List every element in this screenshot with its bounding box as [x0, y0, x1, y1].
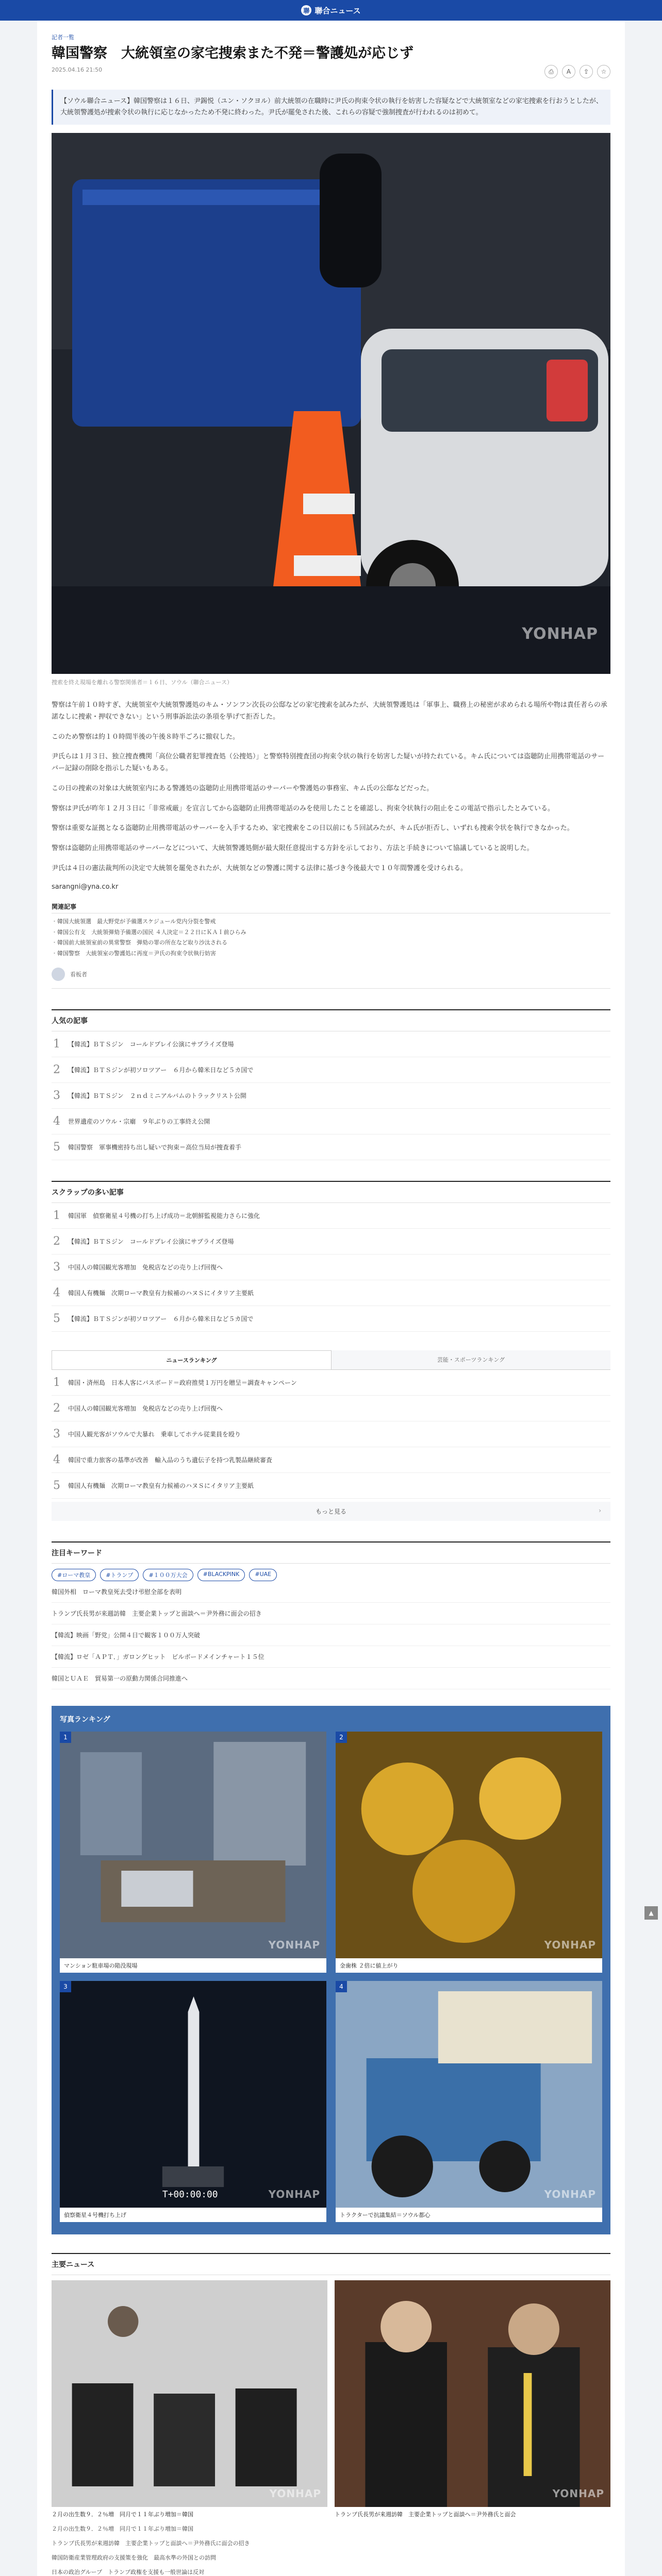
article-tools	[544, 65, 610, 78]
section-title: 主要ニュース	[52, 2254, 610, 2275]
tab-entertainment-ranking[interactable]: 芸能・スポーツランキング	[332, 1350, 610, 1369]
section-title: 注目キーワード	[52, 1543, 610, 1564]
photo-thumbnail[interactable]: 1 YONHAP	[60, 1732, 326, 1958]
list-item[interactable]: 1 【韓流】ＢＴＳジン コールドプレイ公演にサプライズ登場	[52, 1031, 610, 1057]
news-thumbnail[interactable]: YONHAP	[335, 2280, 610, 2507]
photo-ranking	[52, 1706, 610, 2234]
scrap-section	[52, 1181, 610, 1332]
related-item[interactable]: ・ 韓国警察 大統領室の警護処に再度＝尹氏の拘束令状執行妨害	[52, 948, 610, 959]
list-item[interactable]: 5 韓国警察 軍事機密持ち出し疑いで拘束＝高位当局が捜査着手	[52, 1134, 610, 1160]
popular-section	[52, 1009, 610, 1160]
photo-caption: 偵察衛星４号機打ち上げ	[60, 2208, 326, 2222]
list-item[interactable]: 2 【韓流】ＢＴＳジン コールドプレイ公演にサプライズ登場	[52, 1229, 610, 1255]
hashtag[interactable]: #１００万大会	[143, 1569, 193, 1581]
svg-text:T+00:00:00: T+00:00:00	[162, 2189, 218, 2200]
reporter-name[interactable]: 看板者	[70, 971, 87, 978]
scroll-top-icon[interactable]: ▲	[644, 1906, 658, 1920]
ranking-tabs	[52, 1350, 610, 1370]
news-card[interactable]	[52, 2280, 327, 2521]
breadcrumb[interactable]: 記者一覧	[52, 34, 74, 41]
list-item[interactable]: 1 韓国軍 偵察衛星４号機の打ち上げ成功＝北朝鮮監視能力さらに強化	[52, 1203, 610, 1229]
list-item[interactable]: トランプ氏長男が来週訪韓 主要企業トップと面談へ＝尹外務に面会の招き	[52, 1603, 610, 1624]
list-item[interactable]: 2 【韓流】ＢＴＳジンが初ソロツアー ６月から韓米日など５カ国で	[52, 1057, 610, 1083]
list-item[interactable]: 韓国外相 ローマ教皇死去受け弔慰全部を表明	[52, 1581, 610, 1603]
scrap-icon[interactable]: ☆	[597, 65, 610, 78]
photo-caption: マンション駐車場の陥没現場	[60, 1958, 326, 1973]
list-item[interactable]: 5 【韓流】ＢＴＳジンが初ソロツアー ６月から韓米日など５カ国で	[52, 1306, 610, 1332]
related-articles	[52, 902, 610, 960]
list-item[interactable]: 5 韓国人有機麺 次期ローマ教皇有力候補のハヌＳにイタリア主要紙	[52, 1473, 610, 1499]
related-item[interactable]: ・ 韓国前大統領室前の異常警察 弾劾の罪の所在など取り沙汰される	[52, 938, 610, 948]
photo-thumbnail[interactable]: T+00:00:00 3 YONHAP	[60, 1981, 326, 2208]
photo-card[interactable]	[336, 1732, 602, 1973]
paragraph: 警察は重要な証拠となる盗聴防止用携帯電話のサーバーを入手するため、家宅捜索をこの日以前にも５回試みたが、キム氏が拒否し、いずれも捜索令状を執行できなかった。	[52, 824, 574, 833]
share-icon[interactable]: ⇪	[580, 65, 593, 78]
list-item[interactable]: トランプ氏長男が来週訪韓 主要企業トップと面談へ＝尹外務氏に面会の招き	[52, 2540, 250, 2547]
section-title: 人気の記事	[52, 1010, 610, 1031]
reporter-info	[52, 968, 610, 989]
list-item[interactable]: 3 【韓流】ＢＴＳジン ２ｎｄミニアルバムのトラックリスト公開	[52, 1083, 610, 1109]
article-date: 2025.04.16 21:50	[52, 66, 103, 74]
watermark: YONHAP	[522, 625, 598, 643]
list-item[interactable]: 4 世界遺産のソウル・宗廟 ９年ぶりの工事終え公開	[52, 1109, 610, 1134]
paragraph: 尹氏らは１月３日、独立捜査機関「高位公職者犯罪捜査処（公捜処）」と警察特別捜査団の拘束令状の執行を妨害した疑いが持たれている。キム氏については盗聴防止用携帯電話のサーバー記録の削除を指示した疑いもある。	[52, 753, 605, 773]
font-size-icon[interactable]: A	[562, 65, 575, 78]
avatar[interactable]	[52, 968, 65, 981]
news-caption: ２月の出生数９．２％増 同月で１１年ぶり増加＝韓国	[52, 2511, 193, 2518]
photo-thumbnail[interactable]: 4 YONHAP	[336, 1981, 602, 2208]
news-caption: トランプ氏長男が来週訪韓 主要企業トップと面談へ＝尹外務氏と面会	[335, 2511, 516, 2518]
main-news-section	[52, 2253, 610, 2576]
list-item[interactable]: 4 韓国人有機麺 次期ローマ教皇有力候補のハヌＳにイタリア主要紙	[52, 1280, 610, 1306]
news-list	[52, 2521, 610, 2576]
list-item[interactable]: 日本の政治グループ トランプ政権を支援も一般世論は反対	[52, 2569, 205, 2576]
site-logo-icon[interactable]: 聯	[301, 5, 311, 15]
section-title: 写真ランキング	[60, 1716, 110, 1724]
paragraph: 警察は盗聴防止用携帯電話のサーバーなどについて、大統領警護処側が最大限任意提出する方針を示しており、方法と手続きについて協議していると説明した。	[52, 844, 534, 853]
article-title: 韓国警察 大統領室の家宅捜索また不発＝警護処が応じず	[52, 45, 413, 61]
site-name[interactable]: 聯合ニュース	[315, 6, 361, 15]
hashtag[interactable]: #BLACKPINK	[197, 1569, 245, 1581]
article-container	[37, 21, 625, 2576]
news-card[interactable]	[335, 2280, 610, 2521]
list-item[interactable]: 【韓流】映画「野党」公開４日で観客１００万人突破	[52, 1624, 610, 1646]
list-item[interactable]: 韓国防衛産業管理政府の支援策を強化 最高水準の外国との訪問	[52, 2554, 216, 2562]
hashtag[interactable]: #ローマ教皇	[52, 1569, 96, 1581]
related-title: 関連記事	[52, 902, 610, 913]
article-body	[52, 700, 610, 875]
paragraph: このため警察は約１０時間半後の午後８時半ごろに撤収した。	[52, 733, 240, 741]
paragraph: 尹氏は４日の憲法裁判所の決定で大統領を罷免されたが、大統領などの警護に関する法律に基づき今後最大で１０年間警護を受けられる。	[52, 864, 468, 872]
list-item[interactable]: 3 中国人観光客がソウルで大暴れ 乗車してホテル従業員を殴り	[52, 1421, 610, 1447]
photo-thumbnail[interactable]: 2 YONHAP	[336, 1732, 602, 1958]
list-item[interactable]: 1 韓国・済州島 日本人客にバスボード＝政府推奨１万円を贈呈＝調査キャンペーン	[52, 1370, 610, 1396]
related-item[interactable]: ・ 韓国大統領選 最大野党が予備選スケジュール党内分裂を警戒	[52, 917, 610, 927]
paragraph: 警察は午前１０時すぎ、大統領室や大統領警護処のキム・ソンフン次長の公邸などの家宅捜索を試みたが、大統領警護処は「軍事上、職務上の秘密が求められる場所や物は責任者らの承諾なしに捜索・押収できない」という刑事訴訟法の条項を挙げて拒否した。	[52, 701, 607, 721]
photo-card[interactable]	[60, 1981, 326, 2222]
list-item[interactable]: 2 中国人の韓国観光客増加 免税店などの売り上げ回復へ	[52, 1396, 610, 1421]
related-item[interactable]: ・ 韓国公有支 大統領弾劾予備選の国民 ４人決定＝２２日にＫＡＩ前ひらみ	[52, 927, 610, 938]
print-icon[interactable]: ⎙	[544, 65, 558, 78]
list-item[interactable]: 韓国とＵＡＥ 貿易第一の原動力関係合同推進へ	[52, 1668, 610, 1689]
photo-caption: 金歯株 ２倍に値上がり	[336, 1958, 602, 1973]
photo-card[interactable]	[336, 1981, 602, 2222]
list-item[interactable]: 3 中国人の韓国観光客増加 免税店などの売り上げ回復へ	[52, 1255, 610, 1280]
article-lead: 【ソウル聯合ニュース】韓国警察は１６日、尹錫悦（ユン・ソクヨル）前大統領の在職時に尹氏の拘束令状の執行を妨害した容疑などで大統領室などの家宅捜索を行おうとしたが、大統領警護処が捜索令状の執行に応じなかったため不発に終わった。尹氏が罷免された後、これらの容疑で強制捜査が行われるのは初めて。	[52, 90, 610, 125]
site-header	[0, 0, 662, 21]
keyword-section	[52, 1541, 610, 1689]
photo-caption: トラクターで抗議集結＝ソウル都心	[336, 2208, 602, 2222]
hashtag[interactable]: #UAE	[249, 1569, 277, 1581]
article-photo	[52, 133, 610, 674]
paragraph: 警察は尹氏が昨年１２月３日に「非常戒厳」を宣言してから盗聴防止用携帯電話のみを使用したことを確認し、拘束令状執行の阻止をこの電話で指示したとみている。	[52, 804, 555, 812]
hashtag-list	[52, 1569, 610, 1581]
list-item[interactable]: ２月の出生数９．２％増 同月で１１年ぶり増加＝韓国	[52, 2526, 193, 2533]
more-button[interactable]: もっと見る ›	[52, 1502, 610, 1521]
ranking-list	[52, 1370, 610, 1499]
photo-card[interactable]	[60, 1732, 326, 1973]
section-title: スクラップの多い記事	[52, 1182, 610, 1203]
news-thumbnail[interactable]: YONHAP	[52, 2280, 327, 2507]
list-item[interactable]: 4 韓国で重力旅客の基準が改善 輸入品のうち遺伝子を持つ乳製品継続審査	[52, 1447, 610, 1473]
tab-news-ranking[interactable]: ニュースランキング	[52, 1350, 332, 1369]
reporter-email[interactable]: sarangni@yna.co.kr	[52, 883, 119, 891]
article-photo-image	[52, 133, 610, 674]
photo-caption: 捜索を終え現場を離れる警察関係者＝１６日、ソウル（聯合ニュース）	[52, 679, 233, 686]
paragraph: この日の捜索の対象は大統領室内にある警護処の盗聴防止用携帯電話のサーバーや警護処の事務室、キム氏の公邸などだった。	[52, 784, 434, 792]
hashtag[interactable]: #トランプ	[100, 1569, 139, 1581]
list-item[interactable]: 【韓流】ロゼ「ＡＰＴ．」ガロングヒット ビルボードメインチャート１５位	[52, 1646, 610, 1668]
